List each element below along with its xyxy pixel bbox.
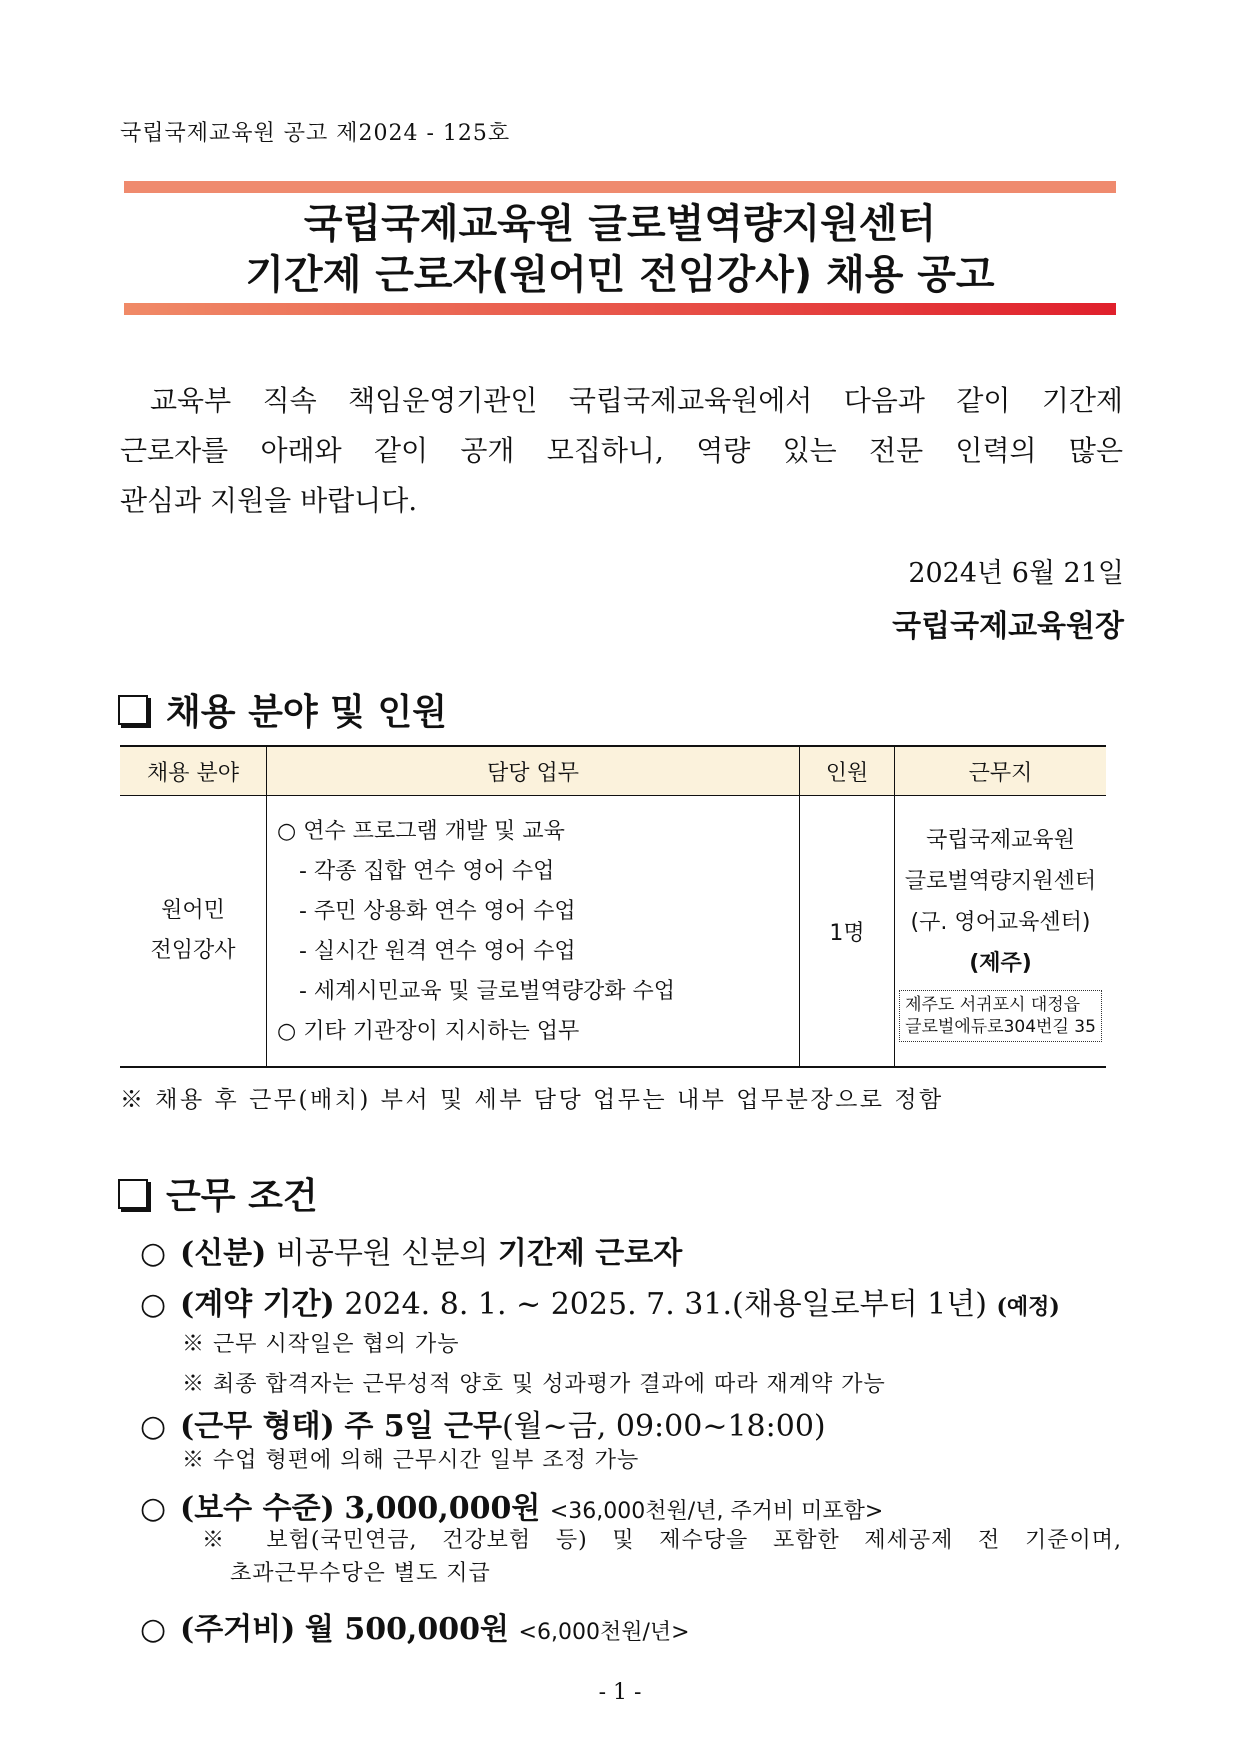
period-text: 2024. 8. 1. ~ 2025. 7. 31.(채용일로부터 1년) (344, 1287, 987, 1322)
section-heading-text: 채용 분야 및 인원 (166, 692, 448, 733)
workplace-line-1: 국립국제교육원 (926, 828, 1075, 853)
notice-date: 2024년 6월 21일 (908, 558, 1124, 589)
condition-pay (140, 1483, 883, 1527)
status-bold: 기간제 근로자 (497, 1236, 683, 1271)
section-heading-text: 근무 조건 (166, 1176, 318, 1217)
header-field: 채용 분야 (120, 746, 267, 796)
header-headcount: 인원 (800, 746, 895, 796)
header-duties: 담당 업무 (267, 746, 800, 796)
status-label: (신분) (180, 1236, 267, 1271)
condition-period (140, 1279, 1060, 1323)
duty-item: ○ 연수 프로그램 개발 및 교육 (277, 819, 565, 844)
workplace-line-2: 글로벌역량지원센터 (904, 869, 1097, 894)
bullet-circle: ○ (140, 1612, 167, 1647)
cell-workplace (895, 796, 1107, 1068)
period-suffix: (예정) (996, 1294, 1060, 1320)
cell-headcount: 1명 (800, 796, 895, 1068)
section-heading-conditions (118, 1168, 318, 1219)
title-top-bar (124, 181, 1116, 193)
condition-housing (140, 1604, 690, 1648)
housing-label: (주거비) (180, 1612, 296, 1647)
intro-line-1: 교육부 직속 책임운영기관인 국립국제교육원에서 다음과 같이 기간제 (150, 384, 1123, 417)
address-line-1: 제주도 서귀포시 대정읍 (905, 995, 1081, 1015)
duty-item: ○ 기타 기관장이 지시하는 업무 (277, 1019, 580, 1044)
bullet-circle: ○ (140, 1287, 167, 1322)
work-type-bold: 주 5일 근무 (344, 1409, 502, 1444)
period-note-1: ※ 근무 시작일은 협의 가능 (182, 1332, 460, 1357)
duty-item: - 각종 집합 연수 영어 수업 (299, 859, 555, 884)
address-line-2: 글로벌에듀로304번길 35 (905, 1017, 1096, 1037)
workplace-line-3: (구. 영어교육센터) (910, 910, 1091, 935)
pay-text: <36,000천원/년, 주거비 미포함> (549, 1499, 884, 1524)
condition-status (140, 1228, 682, 1272)
checkbox-square-icon (118, 1179, 148, 1209)
bullet-circle: ○ (140, 1491, 167, 1526)
status-text: 비공무원 신분의 (275, 1236, 489, 1271)
workplace-address (899, 990, 1102, 1042)
header-workplace: 근무지 (895, 746, 1107, 796)
condition-work-type (140, 1401, 826, 1445)
housing-text: <6,000천원/년> (518, 1620, 690, 1645)
pay-note-line-2: 초과근무수당은 별도 지급 (230, 1561, 491, 1586)
table-footnote: ※ 채용 후 근무(배치) 부서 및 세부 담당 업무는 내부 업무분장으로 정함 (120, 1087, 944, 1113)
intro-paragraph (120, 376, 1123, 526)
pay-bold: 3,000,000원 (344, 1491, 541, 1526)
signer: 국립국제교육원장 (892, 609, 1124, 644)
work-type-text: (월~금, 09:00~18:00) (502, 1409, 826, 1444)
intro-line-2: 근로자를 아래와 같이 공개 모집하니, 역량 있는 전문 인력의 많은 (120, 434, 1123, 467)
cell-field (120, 796, 267, 1068)
period-note-2: ※ 최종 합격자는 근무성적 양호 및 성과평가 결과에 따라 재계약 가능 (182, 1372, 886, 1397)
pay-label: (보수 수준) (180, 1491, 335, 1526)
bullet-circle: ○ (140, 1236, 167, 1271)
table-header-row (120, 746, 1106, 796)
notice-number: 국립국제교육원 공고 제2024 - 125호 (120, 121, 511, 146)
section-heading-recruitment (118, 684, 447, 735)
recruitment-table (120, 745, 1106, 1068)
field-line-2: 전임강사 (150, 938, 236, 963)
work-type-note: ※ 수업 형편에 의해 근무시간 일부 조정 가능 (182, 1448, 640, 1473)
title-bottom-bar (124, 303, 1116, 315)
period-label: (계약 기간) (180, 1287, 335, 1322)
bullet-circle: ○ (140, 1409, 167, 1444)
pay-note-line-1: ※ 보험(국민연금, 건강보험 등) 및 제수당을 포함한 제세공제 전 기준이며, (202, 1528, 1122, 1553)
housing-bold: 월 500,000원 (304, 1612, 509, 1647)
table-row (120, 796, 1106, 1068)
workplace-line-4: (제주) (969, 951, 1032, 976)
intro-line-3: 관심과 지원을 바랍니다. (120, 484, 418, 517)
duty-item: - 실시간 원격 연수 영어 수업 (299, 939, 576, 964)
page-number: - 1 - (598, 1680, 642, 1705)
duty-item: - 세계시민교육 및 글로벌역량강화 수업 (299, 979, 675, 1004)
checkbox-square-icon (118, 695, 148, 725)
work-type-label: (근무 형태) (180, 1409, 335, 1444)
duty-item: - 주민 상용화 연수 영어 수업 (299, 899, 576, 924)
field-line-1: 원어민 (161, 898, 225, 923)
cell-duties (267, 796, 800, 1068)
title-line-1: 국립국제교육원 글로벌역량지원센터 (303, 201, 937, 247)
title-line-2: 기간제 근로자(원어민 전임강사) 채용 공고 (245, 252, 995, 298)
